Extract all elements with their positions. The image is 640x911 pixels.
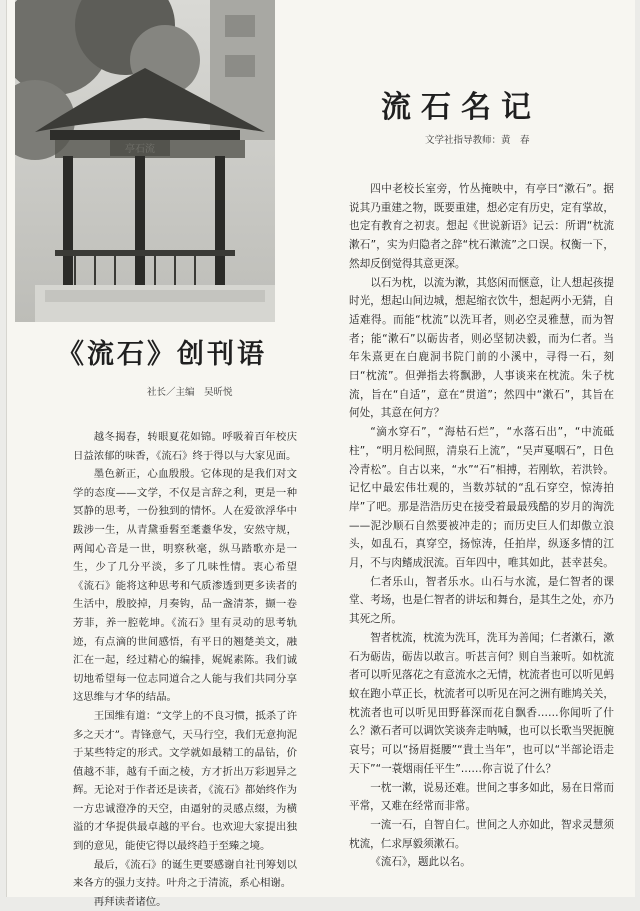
right-paragraph: 智者枕流，枕流为洗耳，洗耳为善闻；仁者漱石，漱石为砺齿，砺齿以敢言。听甚言何？则自当兼听。如枕流者可以听见落花之有意流水之无情，枕流者也可以听见蚂蚁在跑小草正长，枕流者可以听见在河之洲有睢鸠关关，枕流者也可以听见田野暮深而花自飘香……你闻听了什么？漱石者可以调饮笑谈奔走呐喊，也可以长歌当哭扼腕哀号；可以“扬眉挺腰”“貴土当年”，也可以“半部论语走天下”“一蓑烟雨任平生”……你言说了什么？ xyxy=(349,631,614,775)
right-paragraph: 《流石》，题此以名。 xyxy=(370,856,471,869)
right-paragraph: 仁者乐山，智者乐水。山石与水流，是仁智者的课堂、考场，也是仁智者的讲坛和舞台，是其生之处，亦乃其死之所。 xyxy=(349,575,614,626)
left-article-title: 《流石》创刊语 xyxy=(57,339,267,370)
right-article-title: 流石名记 xyxy=(381,90,541,125)
left-paragraph: 墨色新正，心血殷殷。它体现的是我们对文学的态度——文学，不仅是言辞之利，更是一种冥静的思考，一份独到的情怀。人在爱欲浮华中跋涉一生，从青黛垂髫至耄耋华发，安然守规，两闻心音是一世，明察秋毫，纵马踏歌亦是一生，少了几分平淡，多了几味性情。衷心希望《流石》能将这种思考和气质渗透到更多读者的生活中，殷胶掉，月奏钩，品一盏清茶，撷一卷芳菲，养一腔乾坤。《流石》里有灵动的思考轨迹，有点滴的世间感悟，有平日的翘楚美文，融汇在一起，经过精心的编排，娓娓素陈。我们诚切地希望每一位志同道合之人能与我们共同分享这思维与才华的结晶。 xyxy=(73,468,297,704)
left-paragraph: 王国维有道：“文学上的不良习惯，抵杀了许多之天才”。青锋意气，天马行空，我们无意拘泥于某些特定的形式。文学就如最精工的晶钻，价值越不菲，越有千面之棱，方才折出万彩迥异之辉。无论对于作者还是读者，《流石》都始终作为一方忠诚澄净的天空，由逼射的灵感点缀，为横溢的才华提供最卓越的平台。也欢迎大家提出独到的意见，能使它得以最终趋于至臻之境。 xyxy=(73,709,297,853)
left-article-body xyxy=(73,428,297,911)
right-article-byline: 文学社指导教师：黄 春 xyxy=(425,135,530,146)
pavilion-illustration xyxy=(15,0,275,322)
right-paragraph: 一流一石，自智自仁。世间之人亦如此，智求灵慧须枕流，仁求厚毅须漱石。 xyxy=(349,818,614,850)
left-article-byline: 社长／主编 吴昕悦 xyxy=(147,387,233,398)
right-paragraph: 四中老校长室旁，竹丛掩映中，有亭曰“漱石”。据说其乃重建之物，既要重建，想必定有历史，定有掌故，也定有教育之初衷。想起《世说新语》记云：所谓“枕流漱石”，实为归隐者之辞“枕石漱流”之口误。权衡一下，然却反倒觉得其意更深。 xyxy=(349,183,614,270)
left-paragraph: 最后，《流石》的诞生更要感谢自社刊筹划以来各方的强力支持。叶舟之于清流，系心相谢。 xyxy=(73,858,297,890)
right-paragraph: 以石为枕，以流为漱，其悠闲而惬意，让人想起孩提时光，想起山间边城，想起缩衣饮牛，想起两小无猜，自适难得。而能“枕流”以洗耳者，则必空灵雅慧，而为智者；能“漱石”以砺齿者，则必坚韧决毅，而为仁者。当年朱熹更在白鹿洞书院门前的小溪中，寻得一石，刻曰“枕流”。但弹指去将飘渺，人事谈来在枕流。朱子枕流，旨在“自适”，意在“贯道”；然四中“漱石”，其旨在何处，其意在何方？ xyxy=(349,276,614,420)
right-paragraph: 一枕一漱，说易还难。世间之事多如此，易在日常而平常，又难在经常而非常。 xyxy=(349,781,614,813)
right-paragraph: “滴水穿石”，“海枯石烂”，“水落石出”，“中流砥柱”，“明月松间照，清泉石上流”，“吴声戛咽石”，日色冷青松”。自古以来，“水”“石”相搏，若刚软，若洪铃。记忆中最宏伟壮观的，当数苏轼的“乱石穿空，惊涛拍岸”了吧。那是浩浩历史在接受着最最残酷的岁月的淘洗——泥沙顺石自然要被冲走的；而历史巨人们却傲立浪头，如乱石，真穿空，扬惊涛，任拍岸，纵逐多情的江月，不与肉鳍成泯流。百年四中，唯其如此，甚幸甚矣。 xyxy=(349,426,614,570)
left-paragraph-closing: 再拜读者诸位。 xyxy=(93,895,167,908)
magazine-page xyxy=(6,0,635,908)
pavilion-photo xyxy=(15,0,275,322)
left-paragraph: 越冬揭春，转眼夏花如锦。呼吸着百年校庆日益浓郁的味香，《流石》终于得以与大家见面。 xyxy=(73,431,297,462)
right-article-body xyxy=(349,180,614,872)
